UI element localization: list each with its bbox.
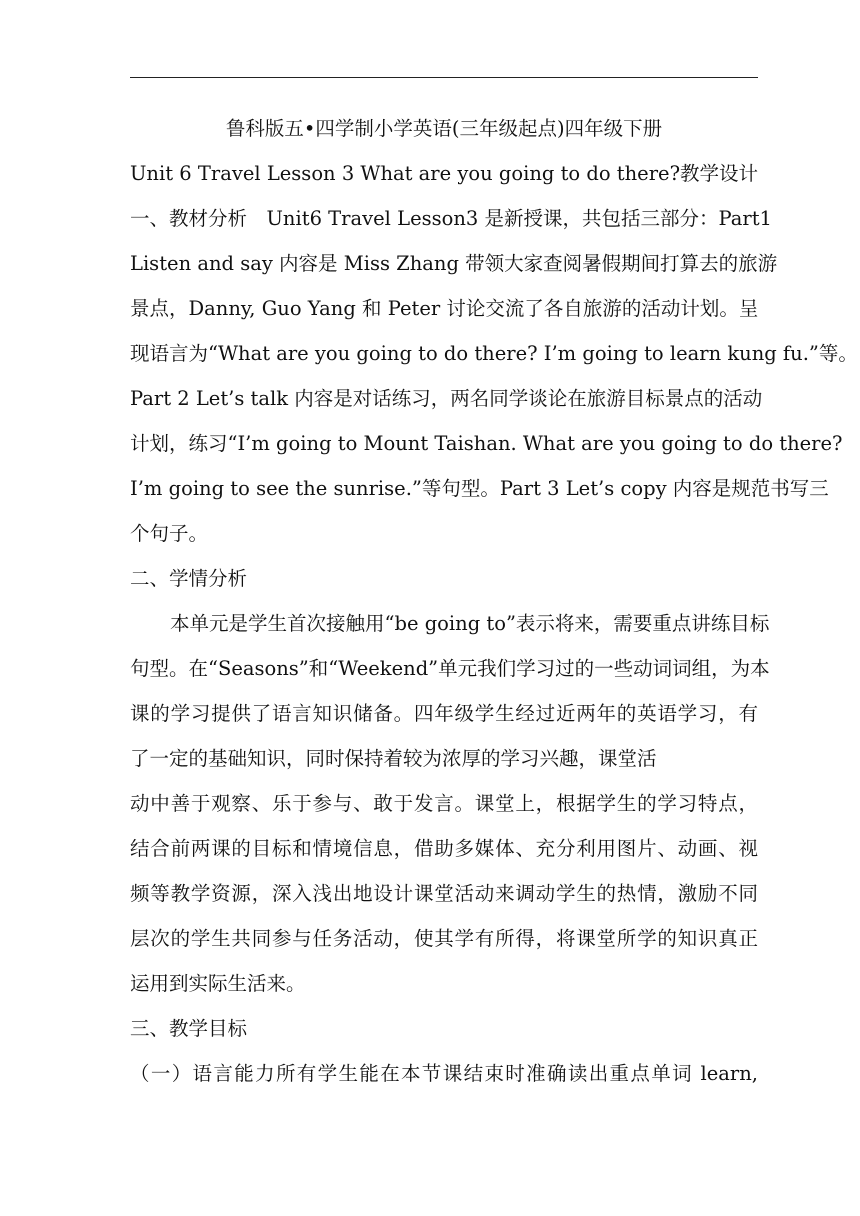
section1-line-4: 现语言为“What are you going to do there? I’m going to learn kung fu.”等。 — [130, 342, 858, 365]
section2-line-1: 本单元是学生首次接触用“be going to”表示将来，需要重点讲练目标 — [170, 612, 770, 635]
section1-line-8: 个句子。 — [130, 522, 209, 545]
section1-line-2: Listen and say 内容是 Miss Zhang 带领大家查阅暑假期间打算去的旅游 — [130, 252, 778, 275]
section3-line-1: （一）语言能力所有学生能在本节课结束时准确读出重点单词 learn, — [130, 1062, 758, 1085]
section2-line-6: 结合前两课的目标和情境信息，借助多媒体、充分利用图片、动画、视 — [130, 837, 758, 860]
section2-line-8: 层次的学生共同参与任务活动，使其学有所得，将课堂所学的知识真正 — [130, 927, 758, 950]
section2-line-5: 动中善于观察、乐于参与、敢于发言。课堂上，根据学生的学习特点， — [130, 792, 758, 815]
section2-line-2: 句型。在“Seasons”和“Weekend”单元我们学习过的一些动词词组，为本 — [130, 657, 770, 680]
section3-heading: 三、教学目标 — [130, 1017, 248, 1040]
document-subtitle: Unit 6 Travel Lesson 3 What are you going to do there?教学设计 — [130, 162, 759, 185]
section2-line-4: 了一定的基础知识，同时保持着较为浓厚的学习兴趣，课堂活 — [130, 747, 657, 770]
section1-line-7: I’m going to see the sunrise.”等句型。Part 3 Let’s copy 内容是规范书写三 — [130, 477, 829, 500]
section2-line-3: 课的学习提供了语言知识储备。四年级学生经过近两年的英语学习，有 — [130, 702, 758, 725]
section2-line-7: 频等教学资源，深入浅出地设计课堂活动来调动学生的热情，激励不同 — [130, 882, 758, 905]
section1-line-3: 景点，Danny, Guo Yang 和 Peter 讨论交流了各自旅游的活动计划。呈 — [130, 297, 759, 320]
section1-line-6: 计划，练习“I’m going to Mount Taishan. What are you going to do there? — [130, 432, 843, 455]
section2-line-9: 运用到实际生活来。 — [130, 972, 306, 995]
document-title: 鲁科版五•四学制小学英语(三年级起点)四年级下册 — [225, 117, 663, 140]
section1-line-1: 一、教材分析 Unit6 Travel Lesson3 是新授课，共包括三部分：Part1 — [130, 207, 772, 230]
header-rule — [130, 77, 758, 78]
section1-line-5: Part 2 Let’s talk 内容是对话练习，两名同学谈论在旅游目标景点的活动 — [130, 387, 763, 410]
section2-heading: 二、学情分析 — [130, 567, 248, 590]
